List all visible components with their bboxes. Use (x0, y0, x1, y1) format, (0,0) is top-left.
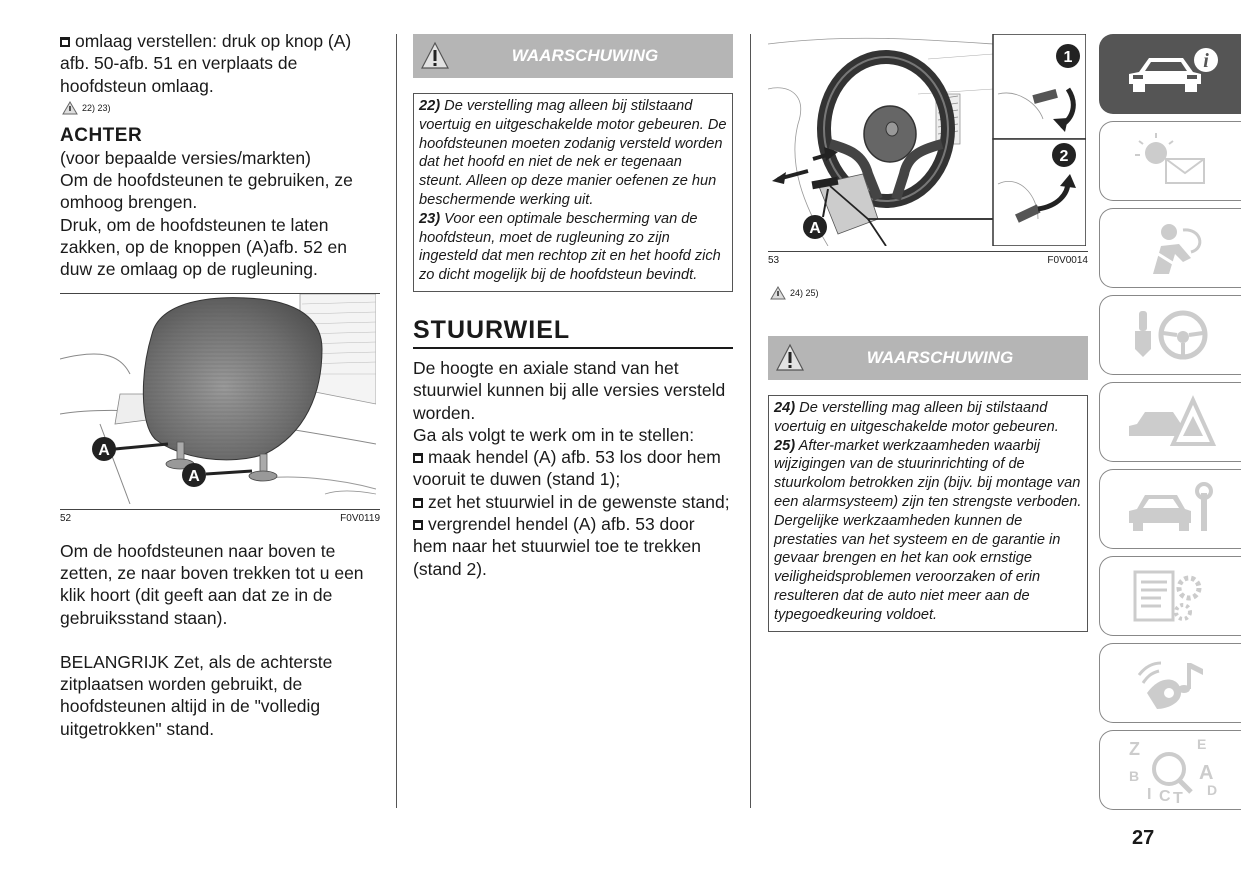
step-release: maak hendel (A) afb. 53 los door hem vooruit te duwen (stand 1); (413, 447, 721, 490)
step-position: zet het stuurwiel in de gewenste stand; (413, 491, 733, 513)
warning-refs: 24) 25) (770, 286, 1088, 300)
tab-index[interactable] (1099, 730, 1241, 810)
svg-text:T: T (1172, 790, 1183, 805)
tab-car-info[interactable] (1099, 34, 1241, 114)
tab-multimedia[interactable] (1099, 643, 1241, 723)
rear-headrest-illustration (60, 294, 376, 504)
svg-text:Z: Z (1128, 739, 1140, 759)
car-info-icon (1121, 44, 1221, 104)
tab-maintenance[interactable] (1099, 469, 1241, 549)
column-right (768, 34, 1088, 632)
bullet-icon (60, 37, 70, 47)
callout-a-2: A (188, 467, 200, 485)
warning-triangle-icon (775, 343, 805, 373)
warning-title: WAARSCHUWING (511, 46, 659, 65)
tab-emergency[interactable] (1099, 382, 1241, 462)
warning-box (768, 395, 1088, 632)
figure-53 (768, 34, 1088, 266)
note-23-text: Voor een optimale bescherming van de hoofdsteun, moet de rugleuning zo zijn ingesteld dat men rechtop zit en het hoofd zich zo dicht mogelijk bij de hoofdsteun bevindt. (419, 210, 721, 284)
paragraph-lower-headrest: omlaag verstellen: druk op knop (A) afb. 50-afb. 51 en verplaats de hoofdsteun omlaag. (60, 31, 352, 96)
warning-header (768, 336, 1088, 380)
figure-caption (60, 509, 380, 524)
figure-number: 52 (60, 512, 72, 524)
svg-text:D: D (1206, 782, 1217, 798)
paragraph-use: Om de hoofdsteunen te gebruiken, ze omhoog brengen. (60, 170, 353, 213)
bullet-icon (413, 520, 423, 530)
paragraph-intro: De hoogte en axiale stand van het stuurwiel kunnen bij alle versies versteld worden. (413, 357, 726, 423)
dashboard-lights-icon (1121, 131, 1221, 191)
index-icon (1121, 735, 1221, 805)
note-25-number: 25) (774, 437, 796, 454)
column-middle (413, 34, 733, 580)
figure-52 (60, 293, 380, 524)
tab-starting-driving[interactable] (1099, 295, 1241, 375)
warning-refs: 22) 23) (62, 101, 380, 115)
figure-number: 53 (768, 255, 780, 266)
step-lock: vergrendel hendel (A) afb. 53 door hem naar het stuurwiel toe te trekken (stand 2). (413, 514, 701, 579)
warning-triangle-icon (770, 286, 786, 300)
section-heading-stuurwiel: STUURWIEL (413, 316, 733, 349)
column-left (60, 30, 380, 740)
emergency-icon (1121, 392, 1221, 452)
paragraph-versions: (voor bepaalde versies/markten) (60, 147, 311, 168)
warning-header (413, 34, 733, 78)
warning-title: WAARSCHUWING (866, 348, 1014, 367)
note-24-number: 24) (774, 400, 796, 416)
technical-data-icon (1121, 566, 1221, 626)
paragraph-steps: Ga als volgt te werk om in te stellen: (413, 424, 695, 445)
note-25-text: After-market werkzaamheden waarbij wijzigingen van de stuurinrichting of de stuurkolom betrokken zijn (bijv. bij montage van een alarmsysteem) zijn ten strengste verboden. Dergelijke werkzaamheden kunnen de prestaties van het systeem en de garantie in gevaar brengen en het kan ook ernstige veiligheidsproblemen veroorzaken of erin resulteren dat de auto niet meer aan de typegoedkeuring voldoet. (774, 437, 1082, 623)
figure-code: F0V0119 (340, 512, 380, 524)
note-23-number: 23) (419, 210, 441, 227)
bullet-icon (413, 498, 423, 508)
note-22-text: De verstelling mag alleen bij stilstaand voertuig en uitgeschakelde motor gebeuren. De hoofdsteunen moeten zodanig versteld worden dat het hoofd en niet de nek er tegenaan steunt. Alleen op deze manier oefenen ze hun beschermende werking uit. (419, 98, 727, 208)
paragraph-raise: Om de hoofdsteunen naar boven te zetten, ze naar boven trekken tot u een klik hoort (dit geeft aan dat ze in de gebruiksstand staan). (60, 540, 364, 628)
warning-triangle-icon (62, 101, 78, 115)
warning-box (413, 93, 733, 292)
safety-airbag-icon (1121, 218, 1221, 278)
warning-triangle-icon (420, 41, 450, 71)
svg-text:B: B (1128, 768, 1139, 784)
callout-2: 2 (1059, 148, 1069, 165)
tab-technical-data[interactable] (1099, 556, 1241, 636)
steering-wheel-illustration (768, 34, 1086, 246)
bullet-icon (413, 453, 423, 463)
note-24-text: De verstelling mag alleen bij stilstaand voertuig en uitgeschakelde motor gebeuren. (774, 400, 1059, 435)
paragraph-important: BELANGRIJK Zet, als de achterste zitplaatsen worden gebruikt, de hoofdsteunen altijd in de "volledig uitgetrokken" stand. (60, 651, 333, 739)
tab-dashboard[interactable] (1099, 121, 1241, 201)
maintenance-icon (1121, 479, 1221, 539)
svg-text:E: E (1196, 736, 1206, 752)
paragraph-lower: Druk, om de hoofdsteunen te laten zakken, op de knoppen (A)afb. 52 en duw ze omlaag op de rugleuning. (60, 214, 348, 280)
svg-text:C: C (1158, 788, 1171, 805)
callout-a-1: A (98, 441, 110, 459)
figure-caption (768, 251, 1088, 266)
svg-text:I: I (1146, 786, 1151, 803)
callout-a: A (809, 220, 821, 237)
column-divider-2 (750, 34, 751, 808)
callout-1: 1 (1063, 49, 1073, 66)
page-number: 27 (1132, 827, 1155, 849)
column-divider-1 (396, 34, 397, 808)
figure-code: F0V0014 (1047, 255, 1088, 266)
svg-text:i: i (1202, 50, 1209, 72)
tab-safety[interactable] (1099, 208, 1241, 288)
note-22-number: 22) (419, 98, 441, 114)
multimedia-icon (1121, 653, 1221, 713)
starting-driving-icon (1121, 305, 1221, 365)
section-heading-achter: ACHTER (60, 124, 143, 146)
svg-text:A: A (1198, 762, 1213, 784)
